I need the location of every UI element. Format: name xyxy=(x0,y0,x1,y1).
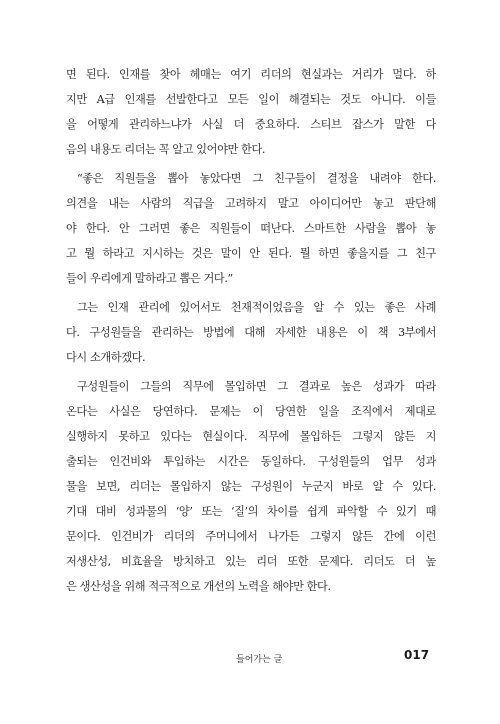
text-line: 문이다. 인건비가 리더의 주머니에서 나가든 그렇지 않든 간에 이런 xyxy=(66,530,436,543)
paragraph-quote xyxy=(66,166,436,291)
body-text xyxy=(66,62,436,603)
text-line: 면 된다. 인재를 찾아 헤매는 여기 리더의 현실과는 거리가 멀다. 하 xyxy=(66,68,436,81)
text-line: 출되는 인건비와 투입하는 시간은 동일하다. 구성원들의 업무 성과 xyxy=(66,455,436,468)
text-line: 들이 우리에게 말하라고 뽑은 거다.” xyxy=(66,272,233,285)
text-line: 은 생산성을 위해 적극적으로 개선의 노력을 해야만 한다. xyxy=(66,580,331,593)
text-line: 음의 내용도 리더는 꼭 알고 있어야만 한다. xyxy=(66,143,266,156)
paragraph-4 xyxy=(66,374,436,599)
running-footer-title: 들어가는 글 xyxy=(236,655,283,665)
text-line: 을 어떻게 관리하느냐가 사실 더 중요하다. 스티브 잡스가 말한 다 xyxy=(66,118,436,131)
text-line: 야 한다. 안 그러면 좋은 직원들이 떠난다. 스마트한 사람을 뽑아 놓 xyxy=(66,222,436,235)
text-line: 다. 구성원들을 관리하는 방법에 대해 자세한 내용은 이 책 3부에서 xyxy=(66,326,436,339)
text-line: 지만 A급 인재를 선발한다고 모든 일이 해결되는 것도 아니다. 이들 xyxy=(66,93,436,106)
text-line: 구성원들이 그들의 직무에 몰입하면 그 결과로 높은 성과가 따라 xyxy=(77,380,436,393)
text-line: 의견을 내는 사람의 직급을 고려하지 말고 아이디어만 놓고 판단해 xyxy=(66,197,436,210)
paragraph-1 xyxy=(66,62,436,162)
text-line: 물을 보면, 리더는 몰입하지 않는 구성원이 누군지 바로 알 수 있다. xyxy=(66,480,436,493)
paragraph-3 xyxy=(66,295,436,370)
text-line: “좋은 직원들을 뽑아 놓았다면 그 친구들이 결정을 내려야 한다. xyxy=(77,172,436,185)
text-line: 실행하지 못하고 있다는 현실이다. 직무에 몰입하든 그렇지 않든 지 xyxy=(66,430,436,443)
text-line: 고 뭘 하라고 지시하는 것은 말이 안 된다. 뭘 하면 좋을지를 그 친구 xyxy=(66,247,436,260)
text-line: 다시 소개하겠다. xyxy=(66,351,146,364)
text-line: 그는 인재 관리에 있어서도 천재적이었음을 알 수 있는 좋은 사례 xyxy=(77,301,436,314)
text-line: 저생산성, 비효율을 방치하고 있는 리더 또한 문제다. 리더도 더 높 xyxy=(66,555,436,568)
text-line: 기대 대비 성과물의 ‘양’ 또는 ‘질’의 차이를 쉽게 파악할 수 있기 때 xyxy=(66,505,436,518)
page-number: 017 xyxy=(404,648,430,662)
text-line: 온다는 사실은 당연하다. 문제는 이 당연한 일을 조직에서 제대로 xyxy=(66,405,436,418)
